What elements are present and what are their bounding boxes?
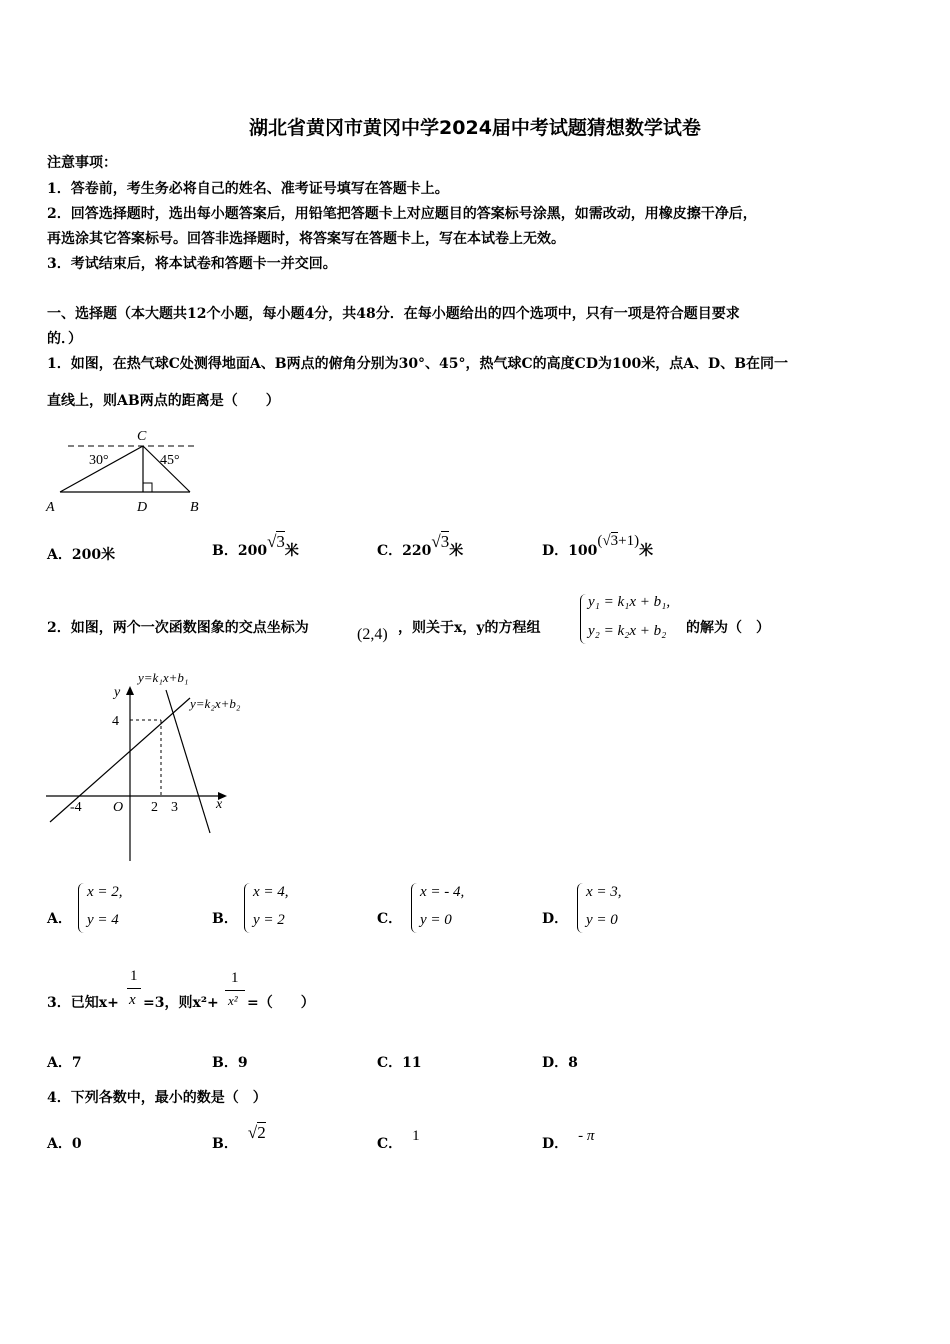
- q4-option-b[interactable]: B．√2: [212, 1123, 266, 1152]
- q1-option-a[interactable]: A．200米: [47, 547, 116, 563]
- q2-point: (2,4): [357, 626, 388, 643]
- q1-stem: 1．如图，在热气球C处测得地面A、B两点的俯角分别为30°、45°，热气球C的高度CD为100米，点A、D、B在同一: [47, 356, 789, 372]
- q2-eq2: y₂ = k₂x + b₂: [588, 623, 667, 639]
- q2-option-d-brace: [577, 883, 583, 933]
- page-title: 湖北省黄冈市黄冈中学2024届中考试题猜想数学试卷: [249, 117, 701, 139]
- q1-angle-45: 45°: [160, 453, 180, 468]
- q3-frac2-den: x²: [228, 993, 238, 1008]
- q1-label-b: B: [190, 500, 199, 515]
- q2-option-b-brace: [244, 883, 250, 933]
- q2-tick-3: 3: [171, 800, 178, 815]
- q3-stem-pre: 3．已知x+: [47, 995, 119, 1011]
- q2-option-c-brace: [411, 883, 417, 933]
- q1-label-d: D: [137, 500, 148, 515]
- q2-y-label: y: [114, 685, 121, 700]
- q2-option-d-letter[interactable]: D．: [542, 911, 569, 927]
- q2-eq1: y₁ = k₁x + b₁,: [588, 594, 671, 610]
- q3-option-c[interactable]: C．11: [377, 1055, 422, 1071]
- q3-option-d[interactable]: D．8: [542, 1055, 578, 1071]
- q4-stem: 4．下列各数中，最小的数是（ ）: [47, 1090, 267, 1106]
- q2-line1-label: y=k₁x+b₁: [138, 670, 189, 685]
- q2-option-c-row2[interactable]: y = 0: [420, 912, 452, 928]
- section-heading-cont: 的．）: [47, 331, 82, 347]
- q4-option-c[interactable]: C． 1: [377, 1128, 420, 1152]
- q2-option-b-row1[interactable]: x = 4,: [253, 884, 289, 900]
- q1-option-d[interactable]: D．100(√3+1)米: [542, 533, 654, 559]
- q2-x-label: x: [216, 797, 223, 812]
- q4-option-a[interactable]: A．0: [47, 1136, 82, 1152]
- note-1: 1．答卷前，考生务必将自己的姓名、准考证号填写在答题卡上。: [47, 181, 449, 197]
- q3-frac1-num: 1: [130, 968, 138, 984]
- q2-option-a-row1[interactable]: x = 2,: [87, 884, 123, 900]
- q2-system-brace: [580, 594, 586, 644]
- note-3: 3．考试结束后，将本试卷和答题卡一并交回。: [47, 256, 337, 272]
- q2-option-a-row2[interactable]: y = 4: [87, 912, 119, 928]
- q2-tick-4: 4: [112, 714, 119, 729]
- q2-tick-neg4: -4: [70, 800, 82, 815]
- q2-option-d-row2[interactable]: y = 0: [586, 912, 618, 928]
- q1-angle-30: 30°: [89, 453, 109, 468]
- q2-origin: O: [113, 800, 124, 815]
- q2-option-d-row1[interactable]: x = 3,: [586, 884, 622, 900]
- section-heading: 一、选择题（本大题共12个小题，每小题4分，共48分．在每小题给出的四个选项中，只有一项是符合题目要求: [47, 306, 740, 322]
- q4-option-d[interactable]: D． - π: [542, 1128, 595, 1152]
- q3-frac1-bar: [127, 988, 141, 989]
- q2-option-c-row1[interactable]: x = - 4,: [420, 884, 465, 900]
- note-2-cont: 再选涂其它答案标号。回答非选择题时，将答案写在答题卡上，写在本试卷上无效。: [47, 231, 565, 247]
- q2-option-a-letter[interactable]: A．: [47, 911, 72, 927]
- q3-frac1-den: x: [129, 992, 136, 1008]
- q2-line2-label: y=k₂x+b₂: [190, 696, 241, 711]
- q3-option-a[interactable]: A．7: [47, 1055, 82, 1071]
- q2-option-a-brace: [78, 883, 84, 933]
- q3-option-b[interactable]: B．9: [212, 1055, 248, 1071]
- q3-stem-post: =（ ）: [247, 995, 315, 1011]
- q1-label-a: A: [46, 500, 55, 515]
- q2-option-c-letter[interactable]: C．: [377, 911, 403, 927]
- q1-option-b[interactable]: B．200√3米: [212, 532, 299, 559]
- q2-option-b-letter[interactable]: B．: [212, 911, 238, 927]
- q2-stem-post: 的解为（ ）: [686, 620, 770, 636]
- q2-figure: [40, 668, 270, 868]
- q1-label-c: C: [137, 429, 147, 444]
- q2-option-b-row2[interactable]: y = 2: [253, 912, 285, 928]
- q2-stem-mid: ，则关于x，y的方程组: [398, 620, 541, 636]
- note-2: 2．回答选择题时，选出每小题答案后，用铅笔把答题卡上对应题目的答案标号涂黑，如需改动，用橡皮擦干净后，: [47, 206, 757, 222]
- q1-stem-cont: 直线上，则AB两点的距离是（ ）: [47, 393, 280, 409]
- q1-option-c[interactable]: C．220√3米: [377, 532, 464, 559]
- q3-stem-mid: =3，则x²+: [143, 995, 219, 1011]
- notes-heading: 注意事项：: [47, 155, 117, 171]
- q2-tick-2: 2: [151, 800, 158, 815]
- q3-frac2-num: 1: [231, 970, 239, 986]
- q2-stem-pre: 2．如图，两个一次函数图象的交点坐标为: [47, 620, 309, 636]
- q1-figure: [40, 422, 220, 522]
- q3-frac2-bar: [225, 990, 245, 991]
